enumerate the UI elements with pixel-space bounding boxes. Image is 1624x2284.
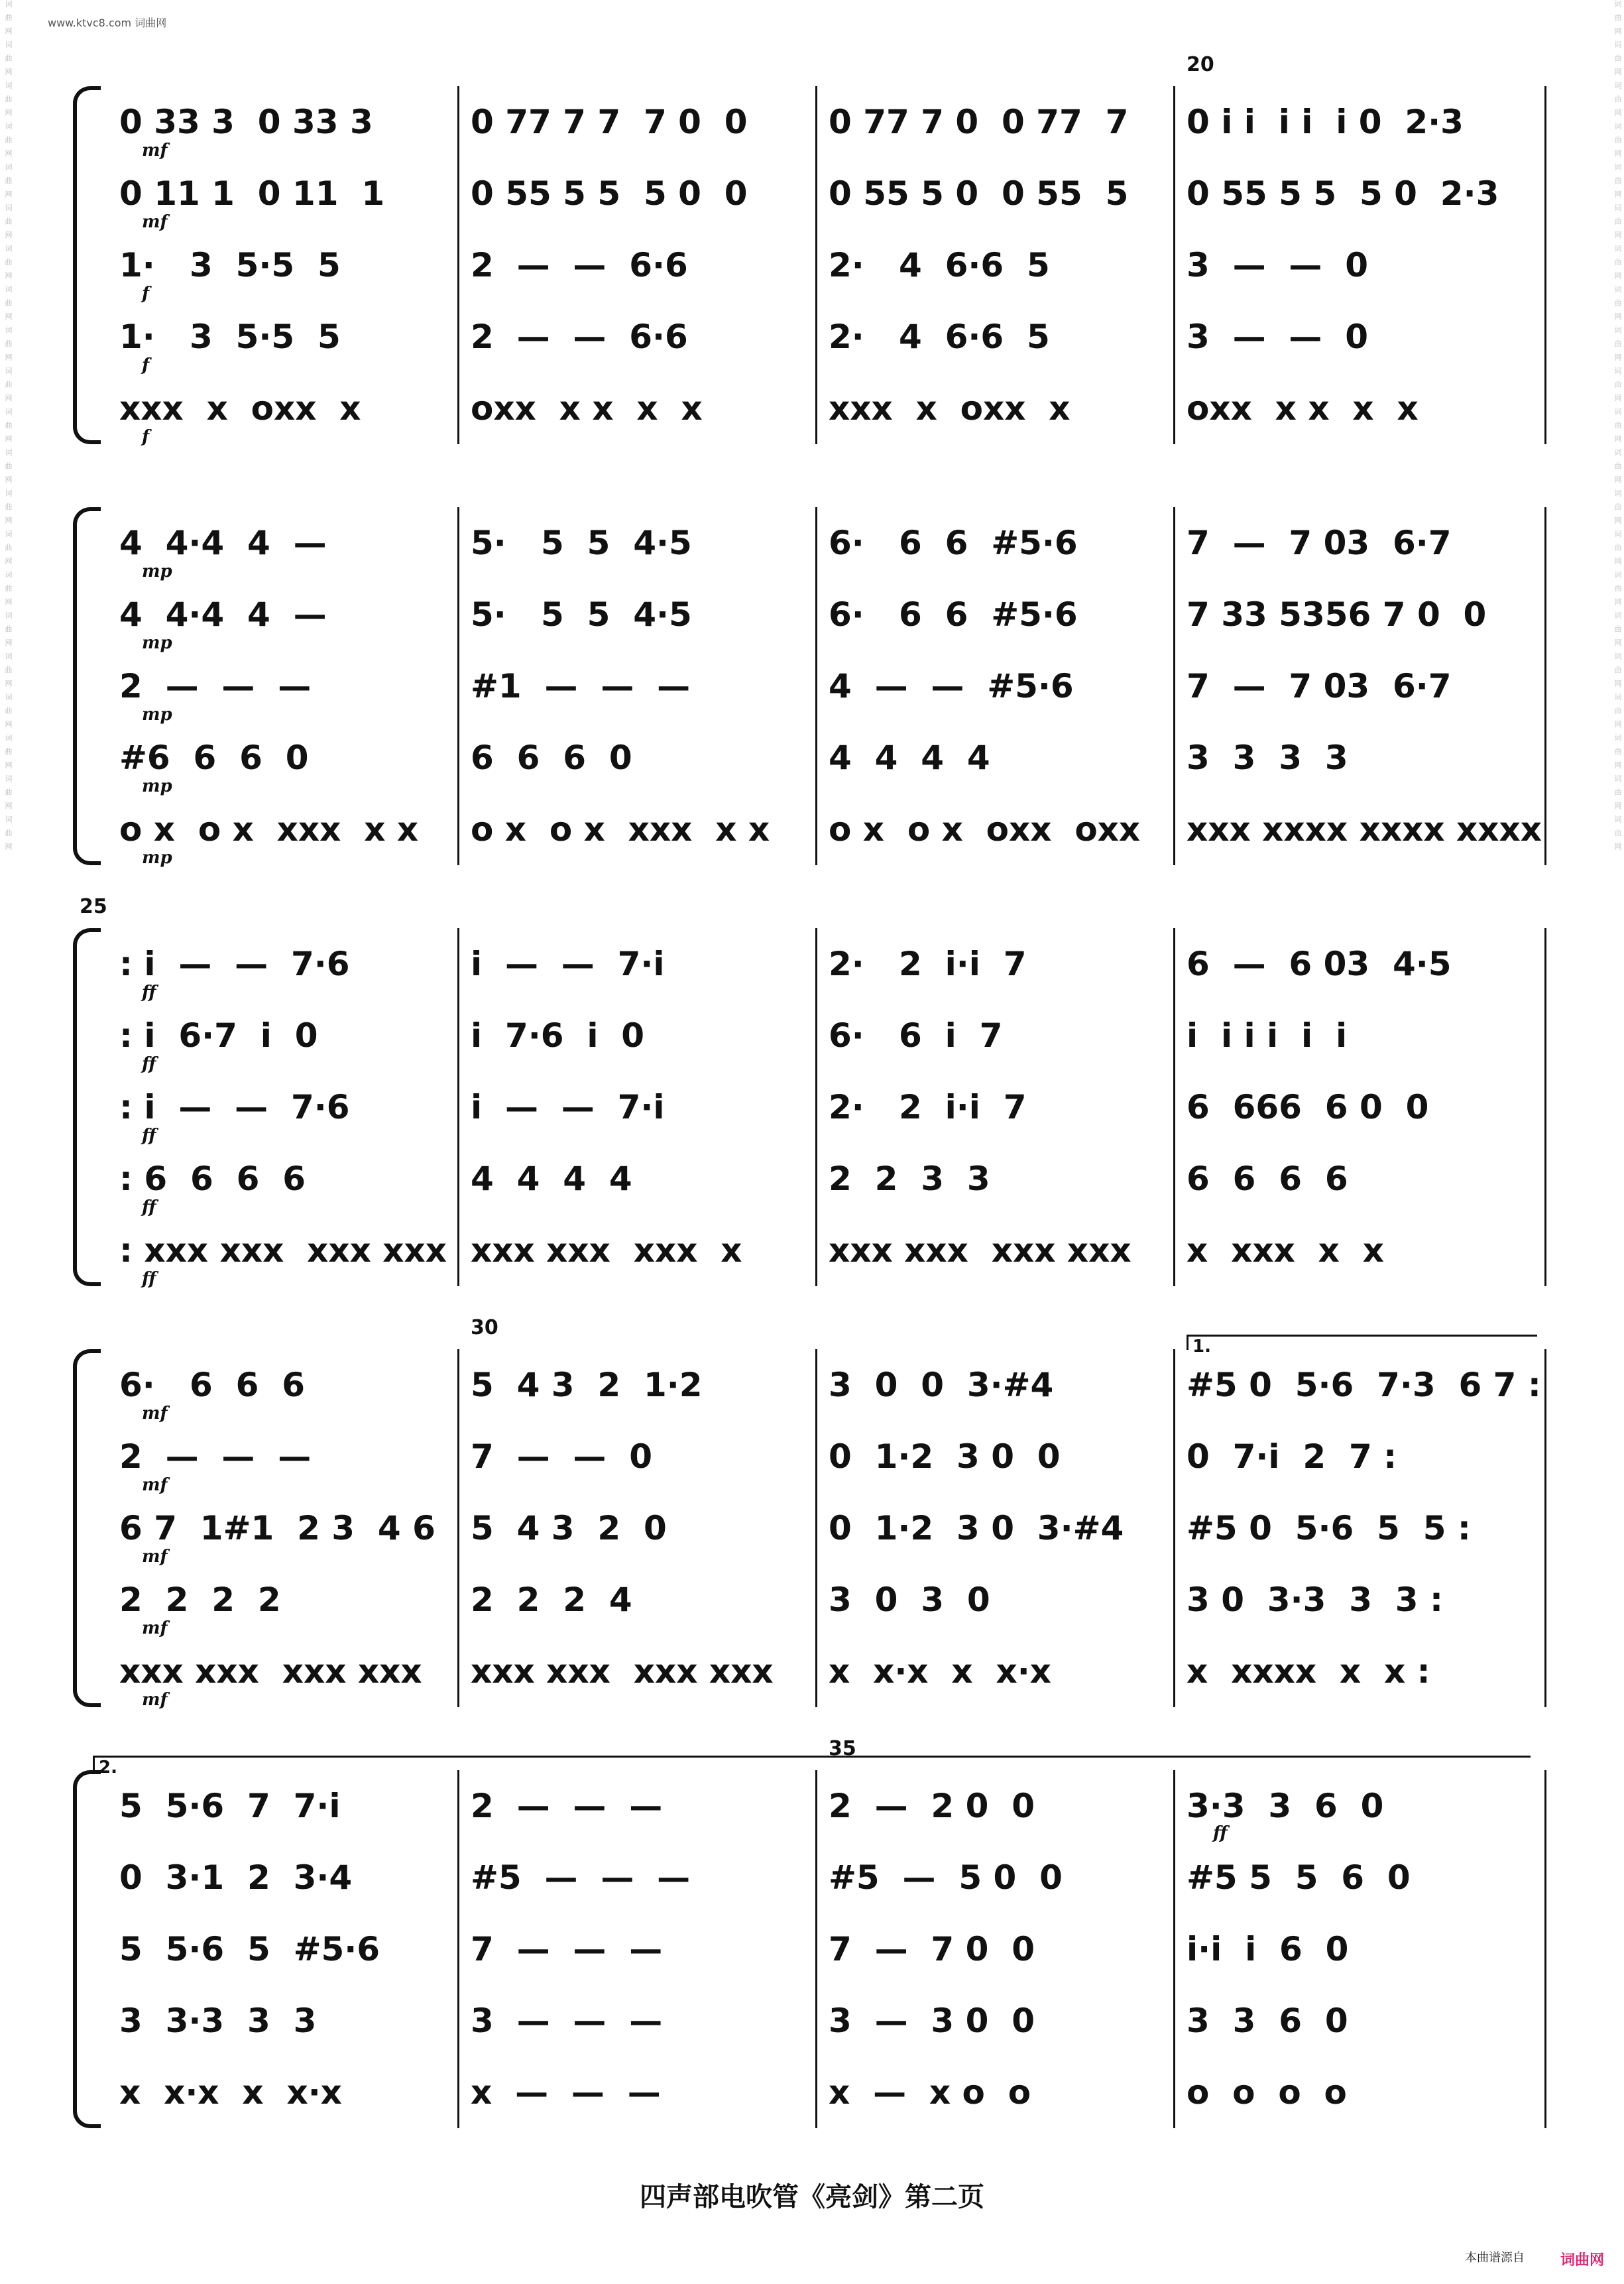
dynamic-marking: ff (142, 1269, 156, 1289)
measure-notes: i 7·6 i 0 (471, 1016, 645, 1055)
measure-notes: 5 4 3 2 1·2 (471, 1366, 703, 1404)
voice-row (115, 158, 1558, 232)
source-header: www.ktvc8.com 词曲网 (48, 17, 167, 29)
measure-notes: : i — — 7·6 (119, 1088, 350, 1126)
measure-notes: xxx xxx xxx xxx (829, 1231, 1131, 1270)
measure-notes: 0 77 7 7 7 0 0 (471, 103, 748, 141)
dynamic-marking: mp (142, 562, 172, 581)
measure-notes: 3·3 3 6 0 (1187, 1787, 1384, 1825)
measure-notes: i — — 7·i (471, 1088, 665, 1126)
voice-row (115, 928, 1558, 1000)
measure-notes: 7 33 5356 7 0 0 (1187, 595, 1487, 634)
measure-notes: #5 0 5·6 5 5 : (1187, 1509, 1471, 1547)
measure-notes: 6· 6 6 6 (119, 1366, 306, 1404)
measure-notes: 3 — — — (471, 2002, 663, 2040)
measure-notes: 6 6 6 6 (1187, 1160, 1348, 1198)
measure-notes: oxx x x x x (471, 389, 703, 428)
dynamic-marking: mf (142, 212, 168, 232)
voice-row (115, 86, 1558, 158)
voice-row (115, 1000, 1558, 1074)
measure-notes: #6 6 6 0 (119, 739, 309, 777)
dynamic-marking: ff (142, 983, 156, 1002)
measure-notes: 3 3·3 3 3 (119, 2002, 317, 2040)
dynamic-marking: mp (142, 633, 172, 653)
measure-notes: 1· 3 5·5 5 (119, 318, 341, 356)
measure-notes: 6 6 6 0 (471, 739, 632, 777)
measure-notes: 7 — — 0 (471, 1437, 653, 1476)
measure-notes: 2· 4 6·6 5 (829, 318, 1050, 356)
measure-notes: 7 — 7 03 6·7 (1187, 667, 1452, 705)
measure-notes: 5 5·6 7 7·i (119, 1787, 341, 1825)
measure-notes: xxx xxx xxx x (471, 1231, 742, 1270)
measure-notes: 0 11 1 0 11 1 (119, 174, 385, 213)
measure-notes: o x o x xxx x x (471, 810, 770, 849)
measure-notes: 5 4 3 2 0 (471, 1509, 667, 1547)
measure-number: 20 (1187, 53, 1214, 76)
measure-notes: x x·x x x·x (119, 2073, 342, 2112)
measure-notes: : i 6·7 i 0 (119, 1016, 318, 1055)
measure-notes: xxx xxxx xxxx xxxx (1187, 810, 1542, 849)
measure-notes: i — — 7·i (471, 945, 665, 983)
voice-row (115, 373, 1558, 447)
measure-notes: 6· 6 6 #5·6 (829, 595, 1078, 634)
measure-notes: 4 4·4 4 — (119, 595, 327, 634)
measure-notes: 6· 6 i 7 (829, 1016, 1003, 1055)
voice-row (115, 1349, 1558, 1421)
voice-row (115, 1143, 1558, 1215)
measure-notes: 2 2 2 2 (119, 1581, 281, 1619)
measure-notes: 6 — 6 03 4·5 (1187, 945, 1452, 983)
brand-logo: 词曲网 (1560, 2252, 1604, 2269)
measure-notes: 2 — — — (119, 667, 312, 705)
measure-notes: 3 — — 0 (1187, 246, 1369, 284)
dynamic-marking: mf (142, 141, 168, 160)
measure-notes: xxx x oxx x (829, 389, 1071, 428)
measure-notes: xxx xxx xxx xxx (119, 1652, 422, 1691)
measure-notes: 7 — 7 03 6·7 (1187, 524, 1452, 562)
voice-row (115, 579, 1558, 653)
voice-row (115, 1564, 1558, 1636)
measure-notes: : 6 6 6 6 (119, 1160, 306, 1198)
score-system (73, 1316, 1558, 1714)
measure-notes: 0 7·i 2 7 : (1187, 1437, 1397, 1476)
dynamic-marking: mp (142, 776, 172, 796)
system-bracket (73, 507, 101, 865)
measure-notes: : xxx xxx xxx xxx (119, 1231, 447, 1270)
measure-notes: 0 77 7 0 0 77 7 (829, 103, 1129, 141)
measure-notes: 6 666 6 0 0 (1187, 1088, 1429, 1126)
measure-notes: 0 33 3 0 33 3 (119, 103, 373, 141)
voice-row (115, 301, 1558, 373)
voice-row (115, 650, 1558, 725)
measure-notes: 2· 4 6·6 5 (829, 246, 1050, 284)
dynamic-marking: f (142, 427, 150, 447)
measure-number: 25 (80, 895, 107, 918)
system-bracket (73, 928, 101, 1286)
measure-notes: 3 3 6 0 (1187, 2002, 1348, 2040)
measure-notes: xxx xxx xxx xxx (471, 1652, 774, 1691)
dynamic-marking: mf (142, 1404, 168, 1423)
measure-notes: 2 2 2 4 (471, 1581, 632, 1619)
voice-row (115, 1985, 1558, 2057)
measure-notes: #5 — — — (471, 1858, 691, 1897)
measure-notes: 4 — — #5·6 (829, 667, 1074, 705)
score-system (73, 501, 1558, 872)
voice-row (115, 507, 1558, 579)
voice-row (115, 1636, 1558, 1710)
measure-notes: 2· 2 i·i 7 (829, 1088, 1027, 1126)
dynamic-marking: ff (1213, 1823, 1228, 1843)
right-watermark: 词 曲 网 词 曲 网 词 曲 网 词 曲 网 词 曲 网 词 曲 网 词 曲 网 词 曲 网 词 曲 网 词 曲 网 词 曲 网 词 曲 网 词 曲 网 词 曲 网 词 曲 网 词 曲 网 词 曲 网 词 曲 网 词 曲 网 词 曲 网 词 曲 网 (1613, 0, 1622, 852)
measure-notes: 2· 2 i·i 7 (829, 945, 1027, 983)
voice-row (115, 1492, 1558, 1567)
score-system (73, 53, 1558, 451)
measure-notes: 0 55 5 5 5 0 2·3 (1187, 174, 1499, 213)
measure-notes: 7 — 7 0 0 (829, 1930, 1035, 1968)
measure-notes: #1 — — — (471, 667, 691, 705)
system-bracket (73, 1349, 101, 1707)
measure-notes: 7 — — — (471, 1930, 663, 1968)
measure-notes: #5 — 5 0 0 (829, 1858, 1063, 1897)
dynamic-marking: mf (142, 1475, 168, 1495)
measure-notes: oxx x x x x (1187, 389, 1419, 428)
measure-notes: 6· 6 6 #5·6 (829, 524, 1078, 562)
measure-notes: o x o x oxx oxx (829, 810, 1141, 849)
score-system (73, 895, 1558, 1293)
measure-notes: 2 — — 6·6 (471, 318, 688, 356)
measure-notes: 3 — — 0 (1187, 318, 1369, 356)
measure-notes: 3 0 0 3·#4 (829, 1366, 1054, 1404)
voice-row (115, 2057, 1558, 2128)
measure-notes: 3 — 3 0 0 (829, 2002, 1035, 2040)
measure-notes: o x o x xxx x x (119, 810, 419, 849)
voice-row (115, 1215, 1558, 1289)
measure-notes: 2 — — 6·6 (471, 246, 688, 284)
measure-notes: x — — — (471, 2073, 661, 2112)
measure-notes: 6 7 1#1 2 3 4 6 (119, 1509, 435, 1547)
measure-notes: 3 3 3 3 (1187, 739, 1348, 777)
measure-notes: x xxx x x (1187, 1231, 1384, 1270)
dynamic-marking: mp (142, 848, 172, 868)
measure-notes: 2 — — — (471, 1787, 663, 1825)
measure-notes: 4 4 4 4 (471, 1160, 632, 1198)
dynamic-marking: mf (142, 1547, 168, 1567)
measure-notes: 0 1·2 3 0 0 (829, 1437, 1061, 1476)
measure-notes: 3 0 3·3 3 3 : (1187, 1581, 1443, 1619)
dynamic-marking: ff (142, 1197, 156, 1217)
brand-source-label: 本曲谱源自 (1465, 2251, 1525, 2265)
dynamic-marking: mp (142, 705, 172, 725)
dynamic-marking: mf (142, 1690, 168, 1710)
measure-notes: 1· 3 5·5 5 (119, 246, 341, 284)
voice-row (115, 1770, 1558, 1842)
volta-bracket: 2. (93, 1756, 1531, 1771)
measure-notes: i i i i i i (1187, 1016, 1348, 1055)
measure-notes: x xxxx x x : (1187, 1652, 1430, 1691)
measure-notes: 3 0 3 0 (829, 1581, 990, 1619)
measure-notes: 0 55 5 5 5 0 0 (471, 174, 748, 213)
voice-row (115, 229, 1558, 304)
measure-notes: o o o o (1187, 2073, 1347, 2112)
page-title: 四声部电吹管《亮剑》第二页 (640, 2181, 984, 2212)
dynamic-marking: ff (142, 1054, 156, 1074)
measure-notes: 2 — — — (119, 1437, 312, 1476)
measure-notes: 5 5·6 5 #5·6 (119, 1930, 380, 1968)
measure-number: 35 (829, 1737, 856, 1760)
measure-notes: #5 5 5 6 0 (1187, 1858, 1411, 1897)
measure-notes: 0 1·2 3 0 3·#4 (829, 1509, 1124, 1547)
dynamic-marking: mf (142, 1618, 168, 1638)
left-watermark: 词 曲 网 词 曲 网 词 曲 网 词 曲 网 词 曲 网 词 曲 网 词 曲 网 词 曲 网 词 曲 网 词 曲 网 词 曲 网 词 曲 网 词 曲 网 词 曲 网 词 曲 网 词 曲 网 词 曲 网 词 曲 网 词 曲 网 词 曲 网 词 曲 网 (4, 0, 13, 852)
voice-row (115, 1071, 1558, 1146)
dynamic-marking: f (142, 355, 150, 375)
measure-notes: i·i i 6 0 (1187, 1930, 1349, 1968)
measure-notes: 2 — 2 0 0 (829, 1787, 1035, 1825)
voice-row (115, 1842, 1558, 1913)
voice-row (115, 1421, 1558, 1495)
measure-notes: 0 3·1 2 3·4 (119, 1858, 353, 1897)
volta-bracket: 1. (1187, 1335, 1537, 1350)
measure-notes: #5 0 5·6 7·3 6 7 : (1187, 1366, 1541, 1404)
measure-notes: 5· 5 5 4·5 (471, 524, 692, 562)
system-bracket (73, 86, 101, 444)
measure-notes: 4 4·4 4 — (119, 524, 327, 562)
measure-notes: 5· 5 5 4·5 (471, 595, 692, 634)
voice-row (115, 794, 1558, 868)
score-system (73, 1737, 1558, 2135)
dynamic-marking: f (142, 284, 150, 304)
measure-number: 30 (471, 1316, 498, 1339)
measure-notes: 2 2 3 3 (829, 1160, 990, 1198)
measure-notes: 4 4 4 4 (829, 739, 990, 777)
measure-notes: x x·x x x·x (829, 1652, 1051, 1691)
measure-notes: 0 55 5 0 0 55 5 (829, 174, 1129, 213)
voice-row (115, 1913, 1558, 1985)
measure-notes: x — x o o (829, 2073, 1031, 2112)
measure-notes: : i — — 7·6 (119, 945, 350, 983)
dynamic-marking: ff (142, 1126, 156, 1146)
measure-notes: xxx x oxx x (119, 389, 361, 428)
voice-row (115, 722, 1558, 794)
measure-notes: 0 i i i i i 0 2·3 (1187, 103, 1464, 141)
system-bracket (73, 1770, 101, 2128)
